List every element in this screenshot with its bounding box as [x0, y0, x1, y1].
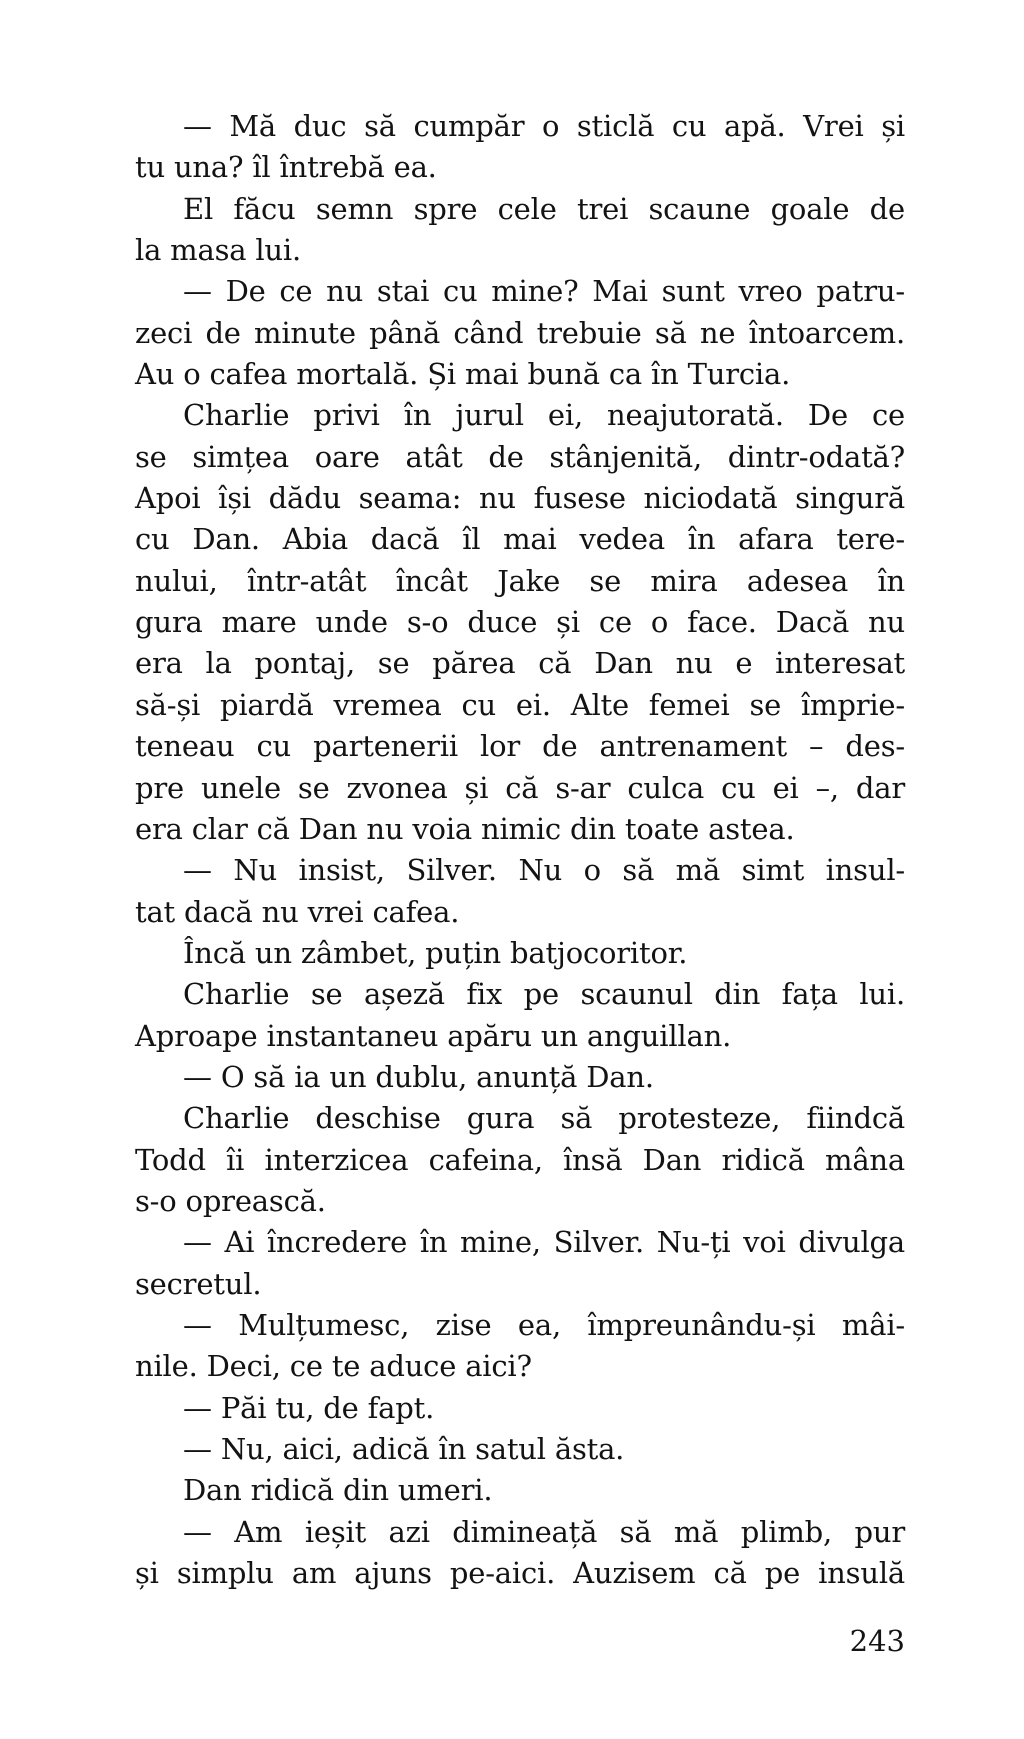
text-line: pre unele se zvonea și că s-ar culca cu ei –, dar [135, 770, 905, 805]
text-line: Todd îi interzicea cafeina, însă Dan ridică mâna [135, 1142, 905, 1177]
text-line: — Păi tu, de fapt. [183, 1390, 435, 1425]
text-line: nile. Deci, ce te aduce aici? [135, 1349, 532, 1384]
text-line: gura mare unde s-o duce și ce o face. Dacă nu [135, 605, 905, 640]
text-line: Charlie deschise gura să protesteze, fiindcă [183, 1101, 905, 1136]
text-line: tat dacă nu vrei cafea. [135, 894, 460, 929]
text-line: — De ce nu stai cu mine? Mai sunt vreo patru- [183, 274, 905, 309]
text-line: era la pontaj, se părea că Dan nu e interesat [135, 646, 905, 681]
text-line: Încă un zâmbet, puțin batjocoritor. [183, 935, 688, 970]
text-line: Apoi își dădu seama: nu fusese niciodată singură [135, 481, 905, 516]
page-text [135, 106, 905, 1594]
text-line: tu una? îl întrebă ea. [135, 150, 437, 185]
text-line: cu Dan. Abia dacă îl mai vedea în afara tere- [135, 522, 905, 557]
text-line: — Nu, aici, adică în satul ăsta. [183, 1432, 625, 1466]
text-line: Charlie privi în jurul ei, neajutorată. De ce [183, 398, 905, 433]
text-line: să-și piardă vremea cu ei. Alte femei se împrie- [135, 687, 905, 722]
text-line: — Am ieșit azi dimineață să mă plimb, pur [183, 1514, 905, 1549]
text-line: — Mulțumesc, zise ea, împreunându-și mâi- [183, 1307, 905, 1342]
text-line: teneau cu partenerii lor de antrenament – des- [135, 729, 905, 764]
text-line: și simplu am ajuns pe-aici. Auzisem că pe insulă [135, 1556, 905, 1591]
text-line: — Mă duc să cumpăr o sticlă cu apă. Vrei și [183, 109, 905, 143]
page-number: 243 [849, 1624, 905, 1658]
text-line: El făcu semn spre cele trei scaune goale de [183, 191, 905, 226]
text-line: zeci de minute până când trebuie să ne întoarcem. [135, 315, 905, 350]
text-line: Aproape instantaneu apăru un anguillan. [135, 1018, 732, 1053]
text-line: secretul. [135, 1266, 262, 1301]
text-line: — O să ia un dublu, anunță Dan. [183, 1059, 654, 1094]
text-line: Charlie se așeză fix pe scaunul din fața lui. [183, 977, 905, 1012]
text-line: — Nu insist, Silver. Nu o să mă simt insul- [183, 853, 905, 888]
text-line: se simțea oare atât de stânjenită, dintr-odată? [135, 439, 905, 474]
text-line: era clar că Dan nu voia nimic din toate astea. [135, 811, 795, 846]
text-line: nului, într-atât încât Jake se mira adesea în [135, 563, 905, 598]
text-line: — Ai încredere în mine, Silver. Nu-ți voi divulga [183, 1225, 905, 1260]
text-line: Dan ridică din umeri. [183, 1473, 493, 1508]
text-line: la masa lui. [135, 233, 302, 268]
text-line: s-o oprească. [135, 1183, 326, 1218]
text-line: Au o cafea mortală. Și mai bună ca în Turcia. [135, 357, 791, 392]
